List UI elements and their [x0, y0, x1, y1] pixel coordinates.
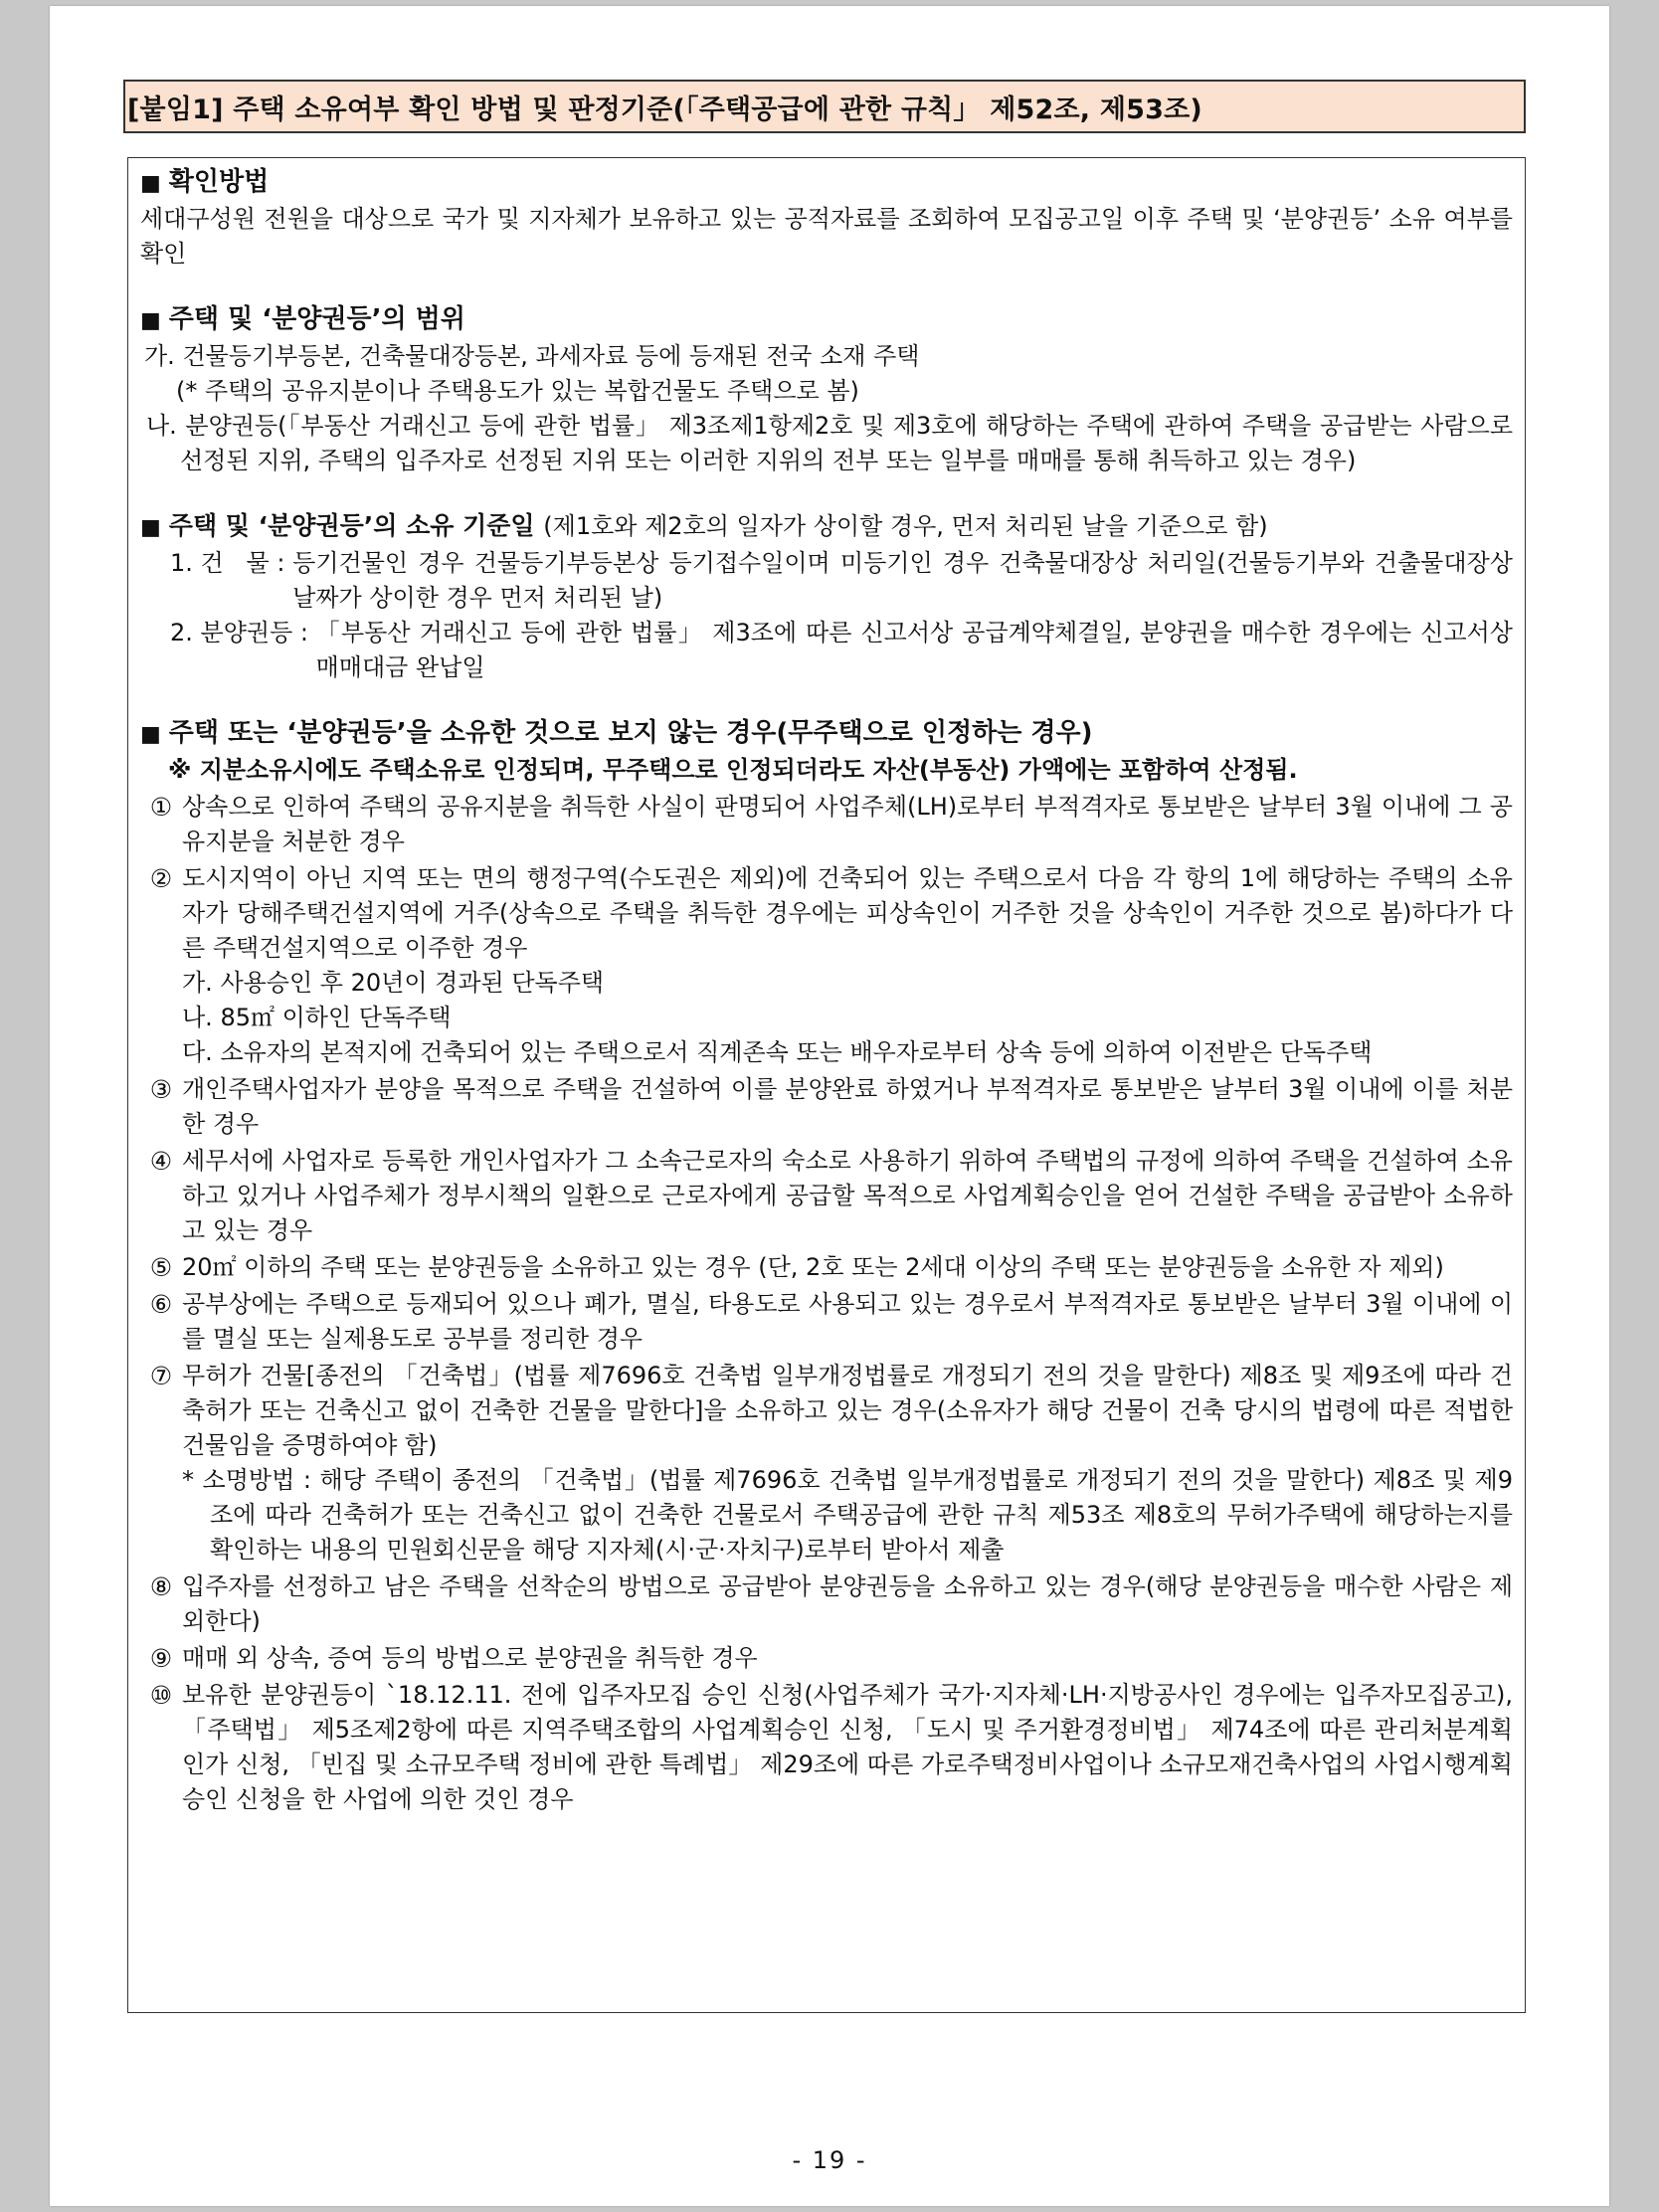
- item-number: ⑦: [149, 1362, 173, 1390]
- list-item: [140, 1641, 1513, 1676]
- item-text: 도시지역이 아닌 지역 또는 면의 행정구역(수도권은 제외)에 건축되어 있는 주택으로서 다음 각 항의 1에 해당하는 주택의 소유자가 당해주택건설지역에 거주(상속으로 주택을 취득한 경우에는 피상속인이 거주한 것을 상속인이 거주한 것으로 봄)하다가 다른 주택건설지역으로 이주한 경우: [182, 864, 1513, 962]
- item-text: 공부상에는 주택으로 등재되어 있으나 폐가, 멸실, 타용도로 사용되고 있는 경우로서 부적격자로 통보받은 날부터 3월 이내에 이를 멸실 또는 실제용도로 공부를 정리한 경우: [182, 1290, 1513, 1353]
- heading-text: 주택 및 ‘분양권등’의 범위: [168, 304, 465, 334]
- scope-item-na: 나. 분양권등(「부동산 거래신고 등에 관한 법률」 제3조제1항제2호 및 제3호에 해당하는 주택에 관하여 주택을 공급받는 사람으로 선정된 지위, 주택의 입주자로 선정된 지위 또는 이러한 지위의 전부 또는 일부를 매매를 통해 취득하고 있는 경우): [146, 412, 1513, 474]
- proof-method-note: * 소명방법 : 해당 주택이 종전의 「건축법」(법률 제7696호 건축법 일부개정법률로 개정되기 전의 것을 말한다) 제8조 및 제9조에 따라 건축허가 또는 건축신고 없이 건축한 건물로서 주택공급에 관한 규칙 제53조 제8호의 무허가주택에 해당하는지를 확인하는 내용의 민원회신문을 해당 지자체(시·군·자치구)로부터 받아서 제출: [182, 1466, 1513, 1564]
- square-bullet-icon: ■: [140, 515, 161, 540]
- item-text: 무허가 건물[종전의 「건축법」(법률 제7696호 건축법 일부개정법률로 개정되기 전의 것을 말한다) 제8조 및 제9조에 따라 건축허가 또는 건축신고 없이 건축한 건물을 말한다]을 소유하고 있는 경우(소유자가 해당 건물이 건축 당시의 법령에 따른 적법한 건물임을 증명하여야 함): [182, 1362, 1513, 1459]
- item-number: ①: [149, 793, 173, 822]
- exceptions-note: ※ 지분소유시에도 주택소유로 인정되며, 무주택으로 인정되더라도 자산(부동산) 가액에는 포함하여 산정됨.: [168, 756, 1298, 784]
- item-number: ⑧: [149, 1572, 173, 1601]
- page-title: [붙임1] 주택 소유여부 확인 방법 및 판정기준(「주택공급에 관한 규칙」 제52조, 제53조): [123, 80, 1526, 133]
- item-number: ⑨: [149, 1644, 173, 1673]
- sub-item: 다. 소유자의 본적지에 건축되어 있는 주택으로서 직계존속 또는 배우자로부터 상속 등에 의하여 이전받은 단독주택: [182, 1038, 1373, 1066]
- list-item: [140, 1144, 1513, 1248]
- list-item: [140, 1250, 1513, 1285]
- sub-item: 나. 85㎡ 이하인 단독주택: [182, 1004, 452, 1031]
- item-number: ④: [149, 1147, 173, 1176]
- item-text: 입주자를 선정하고 남은 주택을 선착순의 방법으로 공급받아 분양권등을 소유하고 있는 경우(해당 분양권등을 매수한 사람은 제외한다): [182, 1572, 1513, 1635]
- heading-text: 주택 또는 ‘분양권등’을 소유한 것으로 보지 않는 경우(무주택으로 인정하는 경우): [168, 718, 1093, 748]
- exceptions-list: [140, 790, 1513, 1817]
- list-item: [140, 1569, 1513, 1639]
- item-text: 20㎡ 이하의 주택 또는 분양권등을 소유하고 있는 경우 (단, 2호 또는 2세대 이상의 주택 또는 분양권등을 소유한 자 제외): [182, 1253, 1444, 1281]
- item-number: ③: [149, 1075, 173, 1104]
- criteria-text: 「부동산 거래신고 등에 관한 법률」 제3조에 따른 신고서상 공급계약체결일, 분양권을 매수한 경우에는 신고서상 매매대금 완납일: [315, 619, 1513, 681]
- item-number: ②: [149, 864, 173, 893]
- section-heading-scope: [140, 301, 1513, 339]
- item-text: 매매 외 상속, 증여 등의 방법으로 분양권을 취득한 경우: [182, 1644, 758, 1672]
- square-bullet-icon: ■: [140, 308, 161, 333]
- criteria-label: 2. 분양권등 :: [170, 619, 316, 646]
- section-heading-criteria: [140, 508, 1513, 546]
- page-number: - 19 -: [792, 2146, 867, 2174]
- scope-item-ga: 가. 건물등기부등본, 건축물대장등본, 과세자료 등에 등재된 전국 소재 주택: [144, 342, 920, 370]
- square-bullet-icon: ■: [140, 722, 161, 747]
- list-item: [140, 1678, 1513, 1817]
- section-heading-method: [140, 164, 1513, 202]
- item-number: ⑩: [149, 1681, 173, 1710]
- criteria-label: 1. 건 물 :: [170, 549, 293, 577]
- heading-text: 주택 및 ‘분양권등’의 소유 기준일: [168, 511, 535, 540]
- section-heading-exceptions: [140, 715, 1513, 753]
- sub-item: 가. 사용승인 후 20년이 경과된 단독주택: [182, 969, 605, 997]
- item-text: 개인주택사업자가 분양을 목적으로 주택을 건설하여 이를 분양완료 하였거나 부적격자로 통보받은 날부터 3월 이내에 이를 처분한 경우: [182, 1075, 1513, 1138]
- criteria-item: [170, 616, 1513, 685]
- list-item: [140, 1359, 1513, 1463]
- item-number: ⑤: [149, 1253, 173, 1282]
- list-item: [140, 790, 1513, 859]
- method-body: 세대구성원 전원을 대상으로 국가 및 지자체가 보유하고 있는 공적자료를 조회하여 모집공고일 이후 주택 및 ‘분양권등’ 소유 여부를 확인: [140, 205, 1513, 268]
- list-item: [140, 1287, 1513, 1357]
- heading-text: 확인방법: [168, 167, 270, 197]
- item-number: ⑥: [149, 1290, 173, 1319]
- list-item: [140, 861, 1513, 966]
- item-text: 세무서에 사업자로 등록한 개인사업자가 그 소속근로자의 숙소로 사용하기 위하여 주택법의 규정에 의하여 주택을 건설하여 소유하고 있거나 사업주체가 정부시책의 일환으로 근로자에게 공급할 목적으로 사업계획승인을 얻어 건설한 주택을 공급받아 소유하고 있는 경우: [182, 1147, 1513, 1244]
- criteria-item: [170, 546, 1513, 616]
- item-text: 상속으로 인하여 주택의 공유지분을 취득한 사실이 판명되어 사업주체(LH)로부터 부적격자로 통보받은 날부터 3월 이내에 그 공유지분을 처분한 경우: [182, 793, 1513, 855]
- content-box: [127, 157, 1526, 2013]
- criteria-list: [140, 546, 1513, 685]
- document-page: [50, 6, 1609, 2206]
- item-text: 보유한 분양권등이 `18.12.11. 전에 입주자모집 승인 신청(사업주체가 국가·지자체·LH·지방공사인 경우에는 입주자모집공고), 「주택법」 제5조제2항에 따른 지역주택조합의 사업계획승인 신청, 「도시 및 주거환경정비법」 제74조에 따른 관리처분계획인가 신청, 「빈집 및 소규모주택 정비에 관한 특례법」 제29조에 따른 가로주택정비사업이나 소규모재건축사업의 사업시행계획승인 신청을 한 사업에 의한 것인 경우: [182, 1681, 1513, 1813]
- criteria-note: (제1호와 제2호의 일자가 상이할 경우, 먼저 처리된 날을 기준으로 함): [543, 512, 1268, 540]
- criteria-text: 등기건물인 경우 건물등기부등본상 등기접수일이며 미등기인 경우 건축물대장상 처리일(건물등기부와 건출물대장상 날짜가 상이한 경우 먼저 처리된 날): [292, 549, 1513, 612]
- square-bullet-icon: ■: [140, 171, 161, 196]
- scope-note: (* 주택의 공유지분이나 주택용도가 있는 복합건물도 주택으로 봄): [176, 377, 859, 405]
- list-item: [140, 1072, 1513, 1142]
